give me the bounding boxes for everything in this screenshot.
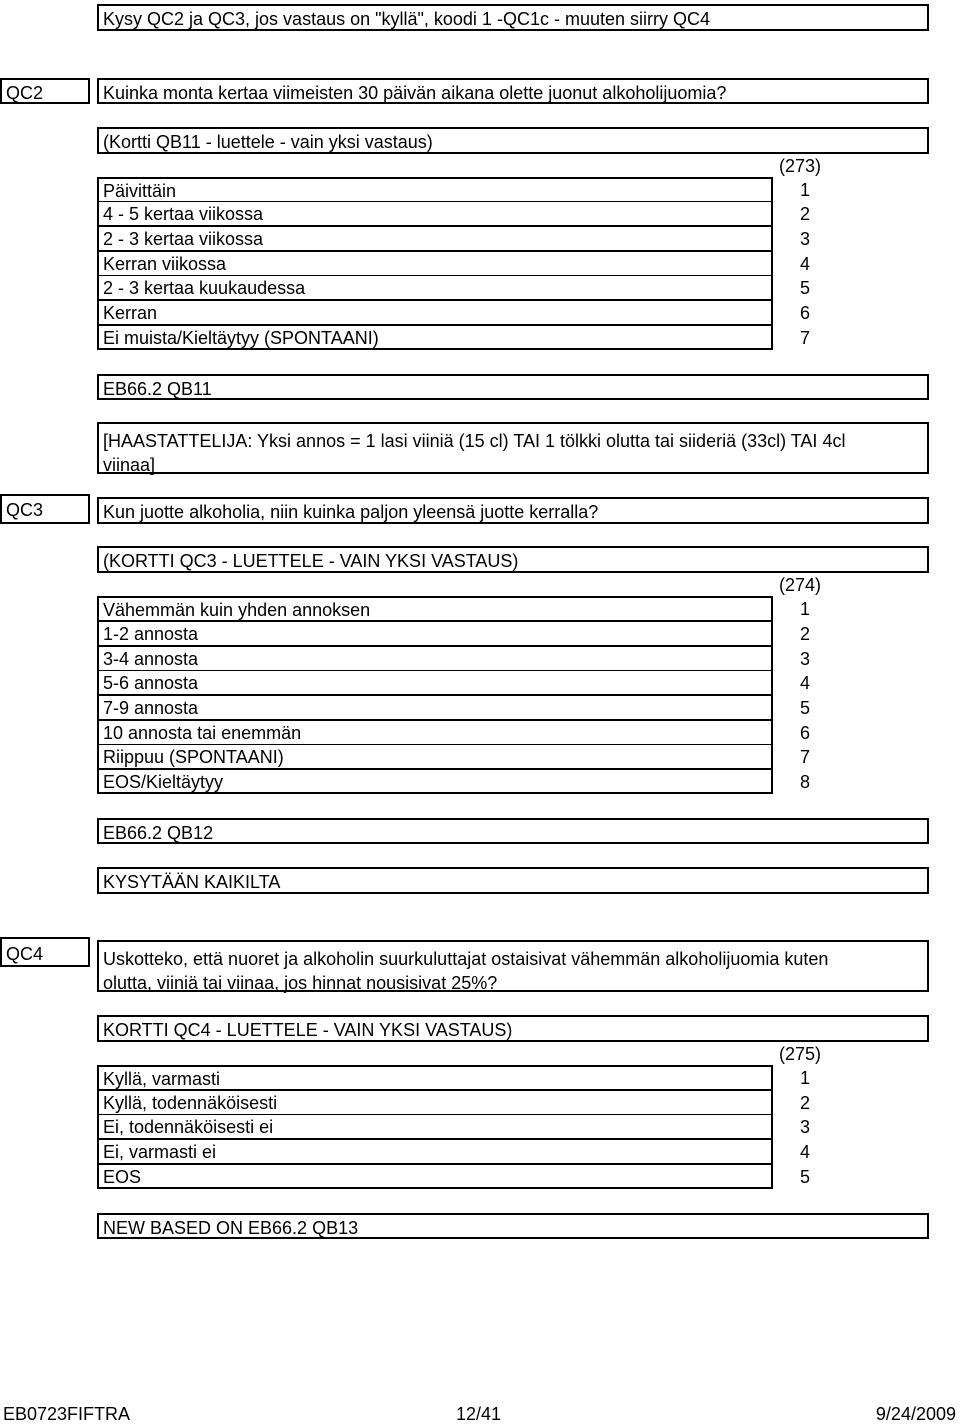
routing-instruction: Kysy QC2 ja QC3, jos vastaus on "kyllä", koodi 1 -QC1c - muuten siirry QC4 [97,4,929,31]
qc2-option-code: 2 [799,204,810,224]
qc4-option: Kyllä, todennäköisesti [97,1090,773,1115]
qc2-option: 4 - 5 kertaa viikossa [97,201,773,226]
qc3-label: QC3 [0,494,90,524]
qc4-card-instruction: KORTTI QC4 - LUETTELE - VAIN YKSI VASTAUS) [97,1015,929,1042]
footer-document-id: EB0723FIFTRA [3,1404,131,1424]
interviewer-note-line: [HAASTATTELIJA: Yksi annos = 1 lasi viiniä (15 cl) TAI 1 tölkki olutta tai siideriä (33cl) TAI 4cl [103,431,846,451]
qc4-option: EOS [97,1164,773,1189]
qc2-question: Kuinka monta kertaa viimeisten 30 päivän aikana olette juonut alkoholijuomia? [97,78,929,104]
qc2-option-code: 4 [799,254,810,274]
qc2-option-code: 6 [799,303,810,323]
qc4-variable-number: (275) [778,1044,822,1064]
qc2-option: 2 - 3 kertaa kuukaudessa [97,275,773,300]
qc2-card-instruction: (Kortti QB11 - luettele - vain yksi vastaus) [97,127,929,154]
qc4-option-code: 2 [799,1093,810,1113]
qc4-question [97,940,929,992]
qc2-option: 2 - 3 kertaa viikossa [97,226,773,251]
qc3-option: 7-9 annosta [97,695,773,720]
qc2-option-code: 1 [799,180,810,200]
qc2-label: QC2 [0,78,90,104]
qc3-option-code: 2 [799,624,810,644]
qc3-option-code: 7 [799,747,810,767]
qc3-option-code: 6 [799,723,810,743]
qc3-option-code: 4 [799,673,810,693]
qc4-option: Kyllä, varmasti [97,1065,773,1090]
qc2-option: Kerran viikossa [97,251,773,276]
qc2-option-code: 7 [799,328,810,348]
qc4-question-line: Uskotteko, että nuoret ja alkoholin suurkuluttajat ostaisivat vähemmän alkoholijuomia kuten [103,949,829,969]
qc4-option-code: 3 [799,1117,810,1137]
qc3-question: Kun juotte alkoholia, niin kuinka paljon yleensä juotte kerralla? [97,497,929,524]
qc2-option-code: 3 [799,229,810,249]
footer-date: 9/24/2009 [875,1404,956,1424]
interviewer-note-line: viinaa] [103,455,156,475]
qc2-option-code: 5 [799,278,810,298]
qc2-option: Ei muista/Kieltäytyy (SPONTAANI) [97,325,773,350]
qc4-option: Ei, todennäköisesti ei [97,1114,773,1139]
qc4-option-code: 5 [799,1167,810,1187]
qc4-option: Ei, varmasti ei [97,1139,773,1164]
qc3-option: EOS/Kieltäytyy [97,769,773,794]
qc2-option: Kerran [97,300,773,325]
qc4-option-code: 4 [799,1142,810,1162]
qc4-question-line: olutta, viiniä tai viinaa, jos hinnat nousisivat 25%? [103,973,498,993]
qc2-variable-number: (273) [778,156,822,176]
qc3-option: 10 annosta tai enemmän [97,720,773,745]
qc3-option-code: 1 [799,599,810,619]
qc3-option: Vähemmän kuin yhden annoksen [97,596,773,621]
qc3-option: Riippuu (SPONTAANI) [97,744,773,769]
qc2-option: Päivittäin [97,177,773,202]
interviewer-note [97,422,929,474]
qc3-option-code: 8 [799,772,810,792]
qc4-option-code: 1 [799,1068,810,1088]
qc3-variable-number: (274) [778,575,822,595]
qc3-option: 1-2 annosta [97,621,773,646]
qc3-source: EB66.2 QB12 [97,818,929,844]
qc4-label: QC4 [0,937,90,967]
qc3-option-code: 3 [799,649,810,669]
qc3-option-code: 5 [799,698,810,718]
qc4-source: NEW BASED ON EB66.2 QB13 [97,1213,929,1239]
qc2-source: EB66.2 QB11 [97,374,929,400]
footer-page-number: 12/41 [456,1404,502,1424]
qc3-option: 5-6 annosta [97,670,773,695]
ask-all-instruction: KYSYTÄÄN KAIKILTA [97,867,929,894]
qc3-option: 3-4 annosta [97,646,773,671]
qc3-card-instruction: (KORTTI QC3 - LUETTELE - VAIN YKSI VASTAUS) [97,546,929,573]
